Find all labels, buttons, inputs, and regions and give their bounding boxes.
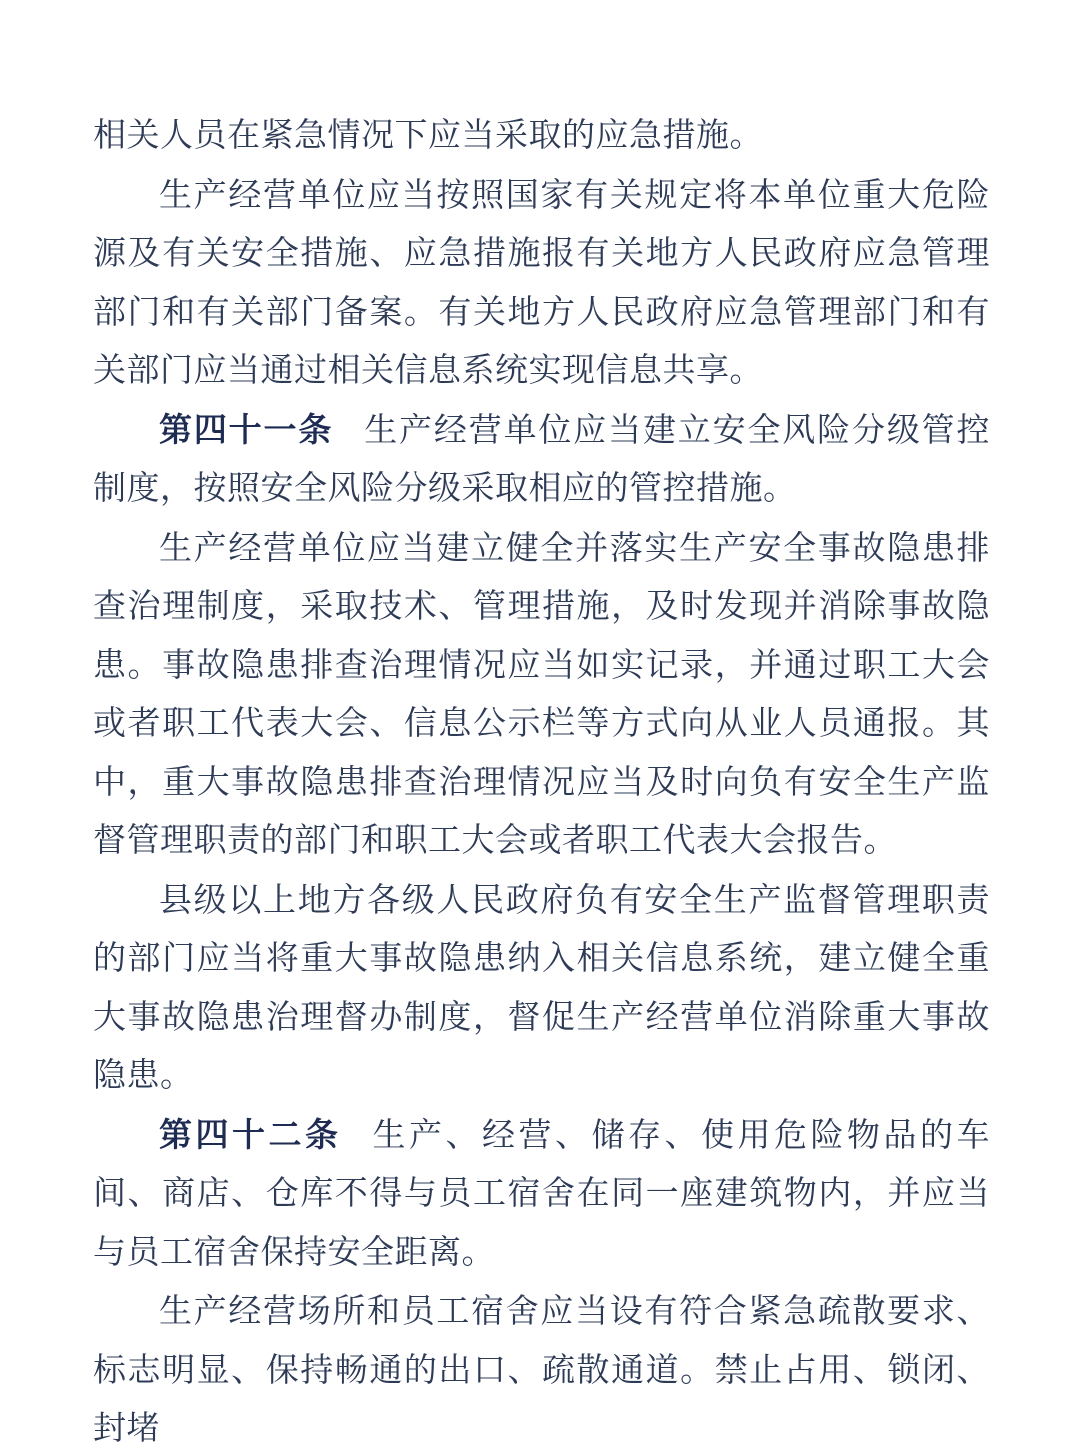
paragraph-text: 县级以上地方各级人民政府负有安全生产监督管理职责的部门应当将重大事故隐患纳入相关信息系统，建立健全重大事故隐患治理督办制度，督促生产经营单位消除重大事故隐患。: [93, 882, 990, 1094]
article-number: 第四十一条: [159, 410, 334, 448]
paragraph: [93, 166, 990, 401]
paragraph-text: 生产经营单位应当建立健全并落实生产安全事故隐患排查治理制度，采取技术、管理措施，及时发现并消除事故隐患。事故隐患排查治理情况应当如实记录，并通过职工大会或者职工代表大会、信息公示栏等方式向从业人员通报。其中，重大事故隐患排查治理情况应当及时向负有安全生产监督管理职责的部门和职工大会或者职工代表大会报告。: [93, 530, 990, 859]
paragraph-text: 生产、经营、储存、使用危险物品的车间、商店、仓库不得与员工宿舍在同一座建筑物内，并应当与员工宿舍保持安全距离。: [93, 1117, 990, 1271]
paragraph-text: 生产经营单位应当按照国家有关规定将本单位重大危险源及有关安全措施、应急措施报有关地方人民政府应急管理部门和有关部门备案。有关地方人民政府应急管理部门和有关部门应当通过相关信息系统实现信息共享。: [93, 177, 990, 389]
paragraph: [93, 871, 990, 1106]
paragraph-article-42: [93, 1106, 990, 1283]
paragraph-text: 生产经营单位应当建立安全风险分级管控制度，按照安全风险分级采取相应的管控措施。: [93, 412, 991, 507]
paragraph: [93, 1282, 990, 1456]
paragraph-continuation: [93, 106, 990, 166]
paragraph: [93, 519, 990, 871]
paragraph-text: 相关人员在紧急情况下应当采取的应急措施。: [93, 118, 763, 154]
paragraph-text: 生产经营场所和员工宿舍应当设有符合紧急疏散要求、标志明显、保持畅通的出口、疏散通道。禁止占用、锁闭、封堵: [93, 1294, 990, 1447]
paragraph-article-41: [93, 401, 990, 519]
article-number: 第四十二条: [159, 1115, 342, 1153]
